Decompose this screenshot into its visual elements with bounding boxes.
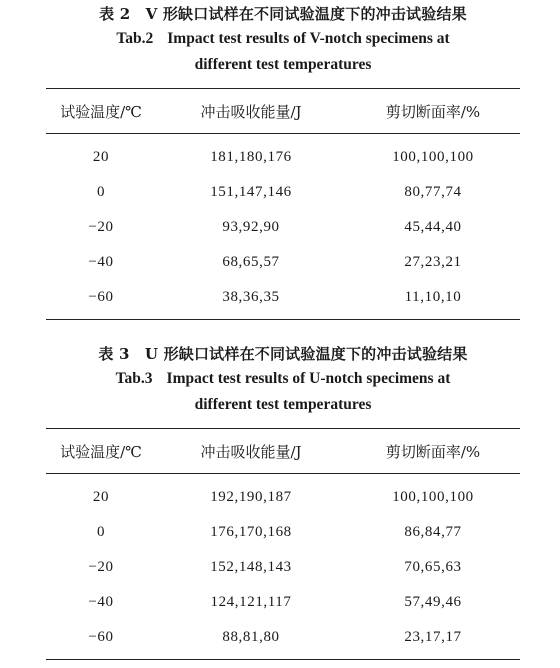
table-2-caption-en-line2: different test temperatures xyxy=(194,56,372,73)
table-2-caption-cn: 表 2 V 形缺口试样在不同试验温度下的冲击试验结果 xyxy=(99,5,467,23)
table-2-caption-en xyxy=(46,26,520,78)
table-2-title-en: Impact test results of V-notch specimens at xyxy=(167,30,450,47)
cell-shear: 70,65,63 xyxy=(404,559,462,575)
cell-shear: 11,10,10 xyxy=(404,289,462,305)
cell-shear: 100,100,100 xyxy=(392,489,474,505)
table-row xyxy=(46,620,520,660)
table-row xyxy=(46,245,520,280)
cell-temperature: 20 xyxy=(92,489,110,505)
header-impact-energy: 冲击吸收能量/J xyxy=(156,89,346,134)
cell-shear: 27,23,21 xyxy=(404,254,462,270)
table-3-caption-en-line2: different test temperatures xyxy=(194,396,372,413)
table-row xyxy=(46,280,520,320)
table-2 xyxy=(46,88,520,320)
table-3-block xyxy=(46,344,520,660)
table-row xyxy=(46,175,520,210)
cell-shear: 45,44,40 xyxy=(404,219,462,235)
header-test-temperature: 试验温度/℃ xyxy=(46,429,156,474)
cell-energy: 151,147,146 xyxy=(210,184,292,200)
cell-shear: 100,100,100 xyxy=(392,149,474,165)
table-row xyxy=(46,210,520,245)
cell-energy: 38,36,35 xyxy=(222,289,280,305)
table-2-caption-en-line1 xyxy=(46,26,520,52)
cell-energy: 124,121,117 xyxy=(210,594,292,610)
cell-temperature: −40 xyxy=(88,594,114,610)
cell-shear: 86,84,77 xyxy=(404,524,462,540)
table-row xyxy=(46,550,520,585)
table-3-header-row xyxy=(46,429,520,474)
cell-temperature: 20 xyxy=(92,149,110,165)
cell-temperature: 0 xyxy=(96,184,106,200)
header-shear-area: 剪切断面率/% xyxy=(346,89,520,134)
cell-temperature: −60 xyxy=(88,289,114,305)
header-impact-energy: 冲击吸收能量/J xyxy=(156,429,346,474)
cell-temperature: −60 xyxy=(88,629,114,645)
cell-energy: 181,180,176 xyxy=(210,149,292,165)
header-shear-area: 剪切断面率/% xyxy=(346,429,520,474)
table-3-caption-en xyxy=(46,366,520,418)
cell-energy: 192,190,187 xyxy=(210,489,292,505)
cell-energy: 68,65,57 xyxy=(222,254,280,270)
table-3-caption-en-line1 xyxy=(46,366,520,392)
header-test-temperature: 试验温度/℃ xyxy=(46,89,156,134)
cell-shear: 80,77,74 xyxy=(404,184,462,200)
cell-energy: 93,92,90 xyxy=(222,219,280,235)
cell-energy: 152,148,143 xyxy=(210,559,292,575)
cell-temperature: −20 xyxy=(88,559,114,575)
table-2-header-row xyxy=(46,89,520,134)
cell-temperature: −40 xyxy=(88,254,114,270)
cell-energy: 176,170,168 xyxy=(210,524,292,540)
table-3-label: Tab.3 xyxy=(115,370,153,387)
table-row xyxy=(46,515,520,550)
cell-energy: 88,81,80 xyxy=(222,629,280,645)
table-row xyxy=(46,474,520,516)
cell-temperature: −20 xyxy=(88,219,114,235)
table-row xyxy=(46,585,520,620)
table-3-title-en: Impact test results of U-notch specimens at xyxy=(166,370,451,387)
table-2-label: Tab.2 xyxy=(116,30,154,47)
cell-shear: 23,17,17 xyxy=(404,629,462,645)
table-2-block xyxy=(46,4,520,320)
table-row xyxy=(46,134,520,176)
cell-shear: 57,49,46 xyxy=(404,594,462,610)
table-3-caption-cn: 表 3 U 形缺口试样在不同试验温度下的冲击试验结果 xyxy=(98,345,468,363)
cell-temperature: 0 xyxy=(96,524,106,540)
table-3 xyxy=(46,428,520,660)
